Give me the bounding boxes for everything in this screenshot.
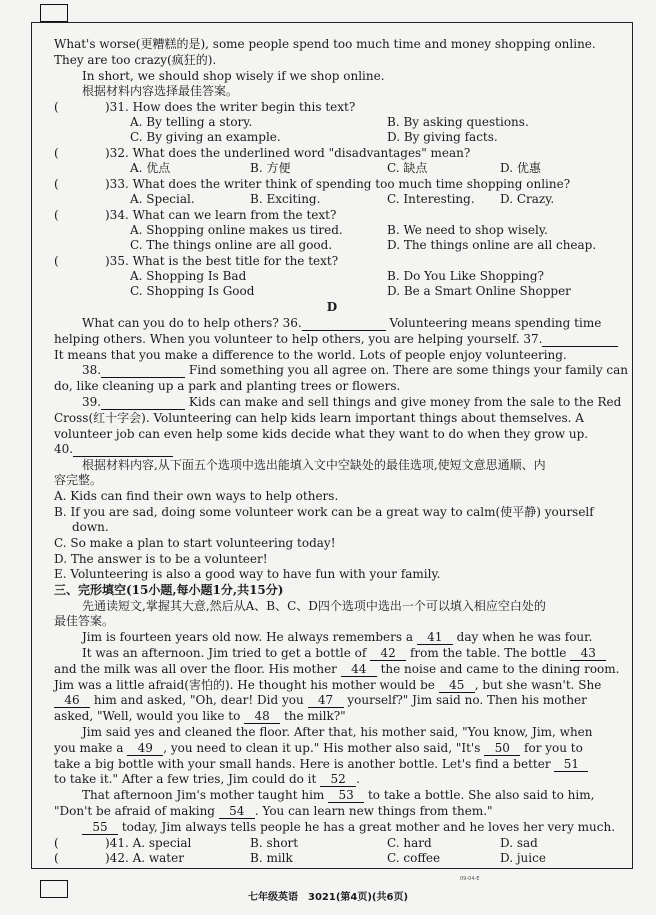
answer-blank[interactable]: 45	[439, 678, 475, 693]
passage-line: It was an afternoon. Jim tried to get a bottle of 42 from the table. The bottle 43	[82, 646, 606, 661]
passage-line: Jim said yes and cleaned the floor. After that, his mother said, "You know, Jim, when	[82, 725, 593, 739]
passage-line: Jim is fourteen years old now. He always remembers a 41 day when he was four.	[82, 630, 593, 644]
answer-blank[interactable]: 41	[417, 630, 453, 645]
answer-paren[interactable]: (	[54, 836, 59, 850]
passage-line: do, like cleaning up a park and planting trees or flowers.	[54, 379, 401, 393]
option: A. Shopping Is Bad	[130, 269, 247, 283]
option: E. Volunteering is also a good way to have fun with your family.	[54, 567, 441, 581]
option: D. Be a Smart Online Shopper	[387, 284, 571, 298]
instruction-line: 先通读短文,掌握其大意,然后从A、B、C、D四个选项中选出一个可以填入相应空白处的	[82, 599, 546, 613]
answer-blank[interactable]: 46	[54, 693, 90, 708]
passage-line: take a big bottle with your small hands. Here is another bottle. Let's find a better 51	[54, 757, 588, 772]
passage-line: "Don't be afraid of making 54 . You can learn new things from them."	[54, 804, 493, 818]
answer-paren[interactable]: (	[54, 254, 59, 268]
option: D. By giving facts.	[387, 130, 498, 144]
option: C. The things online are all good.	[130, 238, 333, 252]
section-letter: D	[326, 300, 338, 314]
answer-blank[interactable]: 48	[244, 709, 280, 724]
answer-blank[interactable]: 50	[484, 741, 520, 756]
answer-blank[interactable]	[101, 363, 185, 378]
question-stem: )34. What can we learn from the text?	[105, 208, 337, 222]
answer-blank[interactable]	[101, 395, 185, 410]
answer-blank[interactable]: 55	[82, 820, 118, 835]
option: A. Shopping online makes us tired.	[130, 223, 343, 237]
answer-paren[interactable]: (	[54, 100, 59, 114]
answer-blank[interactable]	[73, 442, 173, 457]
answer-paren[interactable]: (	[54, 177, 59, 191]
question-stem: )31. How does the writer begin this text?	[105, 100, 356, 114]
passage-line: 40.	[54, 442, 173, 457]
answer-blank[interactable]: 49	[127, 741, 163, 756]
passage-line: asked, "Well, would you like to 48 the milk?"	[54, 709, 346, 723]
answer-blank[interactable]: 47	[308, 693, 344, 708]
passage-line: helping others. When you volunteer to help others, you are helping yourself. 37.	[54, 332, 618, 347]
option: C. hard	[387, 836, 432, 850]
option: down.	[72, 520, 109, 534]
passage-line: Jim was a little afraid(害怕的). He thought his mother would be 45 , but she wasn't. She	[54, 678, 602, 692]
instruction-line: 根据材料内容选择最佳答案。	[82, 84, 239, 98]
passage-line: 46 him and asked, "Oh, dear! Did you 47 yourself?" Jim said no. Then his mother	[54, 693, 587, 708]
scan-code: 09-04-E	[460, 876, 480, 882]
option: D. 优惠	[500, 161, 541, 175]
passage-line: What's worse(更糟糕的是), some people spend too much time and money shopping online.	[54, 37, 596, 51]
answer-paren[interactable]: (	[54, 851, 59, 865]
instruction-line: 根据材料内容,从下面五个选项中选出能填入文中空缺处的最佳选项,使短文意思通顺、内	[82, 458, 546, 472]
question-stem: )35. What is the best title for the text?	[105, 254, 339, 268]
question-stem: )33. What does the writer think of spending too much time shopping online?	[105, 177, 571, 191]
option: D. Crazy.	[500, 192, 555, 206]
answer-paren[interactable]: (	[54, 208, 59, 222]
passage-line: 38. Find something you all agree on. There are some things your family can	[82, 363, 629, 377]
passage-line: Cross(红十字会). Volunteering can help kids learn important things about themselves. A	[54, 411, 584, 425]
answer-blank[interactable]: 54	[219, 804, 255, 819]
corner-box-top	[40, 4, 68, 22]
answer-blank[interactable]	[542, 332, 618, 347]
answer-blank[interactable]: 52	[320, 772, 356, 787]
option: B. By asking questions.	[387, 115, 529, 129]
question-stem: )42. A. water	[105, 851, 184, 865]
section-heading: 三、完形填空(15小题,每小题1分,共15分)	[54, 583, 284, 597]
passage-line: They are too crazy(疯狂的).	[54, 53, 217, 67]
option: D. The things online are all cheap.	[387, 238, 597, 252]
instruction-line: 容完整。	[54, 473, 103, 487]
passage-line: That afternoon Jim's mother taught him 53 to take a bottle. She also said to him,	[82, 788, 595, 802]
instruction-line: 最佳答案。	[54, 614, 115, 628]
option: A. Kids can find their own ways to help others.	[54, 489, 339, 503]
option: C. coffee	[387, 851, 441, 865]
passage-line: What can you do to help others? 36. Volunteering means spending time	[82, 316, 602, 330]
question-stem: )41. A. special	[105, 836, 192, 850]
page-footer: 七年级英语 3021(第4页)(共6页)	[247, 892, 409, 903]
option: B. Do You Like Shopping?	[387, 269, 544, 283]
passage-line: volunteer job can even help some kids decide what they want to do when they grow up.	[54, 427, 589, 441]
option: B. 方便	[250, 161, 291, 175]
question-stem: )32. What does the underlined word "disadvantages" mean?	[105, 146, 471, 160]
passage-line: to take it." After a few tries, Jim could do it 52 .	[54, 772, 360, 786]
option: C. Shopping Is Good	[130, 284, 255, 298]
option: B. short	[250, 836, 299, 850]
passage-line: It means that you make a difference to the world. Lots of people enjoy volunteering.	[54, 348, 567, 362]
exam-page	[31, 22, 633, 869]
option: B. We need to shop wisely.	[387, 223, 548, 237]
passage-line: 39. Kids can make and sell things and give money from the sale to the Red	[82, 395, 622, 409]
answer-blank[interactable]: 53	[328, 788, 364, 803]
passage-line: In short, we should shop wisely if we shop online.	[82, 69, 385, 83]
option: B. If you are sad, doing some volunteer work can be a great way to calm(使平静) yourself	[54, 505, 594, 519]
option: B. Exciting.	[250, 192, 321, 206]
option: D. The answer is to be a volunteer!	[54, 552, 268, 566]
option: C. By giving an example.	[130, 130, 281, 144]
passage-line: you make a 49 , you need to clean it up." His mother also said, "It's 50 for you to	[54, 741, 583, 755]
option: C. Interesting.	[387, 192, 475, 206]
option: D. sad	[500, 836, 538, 850]
answer-paren[interactable]: (	[54, 146, 59, 160]
option: C. 缺点	[387, 161, 428, 175]
answer-blank[interactable]: 51	[554, 757, 588, 772]
option: A. 优点	[130, 161, 171, 175]
answer-blank[interactable]: 44	[341, 662, 377, 677]
option: B. milk	[250, 851, 293, 865]
answer-blank[interactable]: 42	[370, 646, 406, 661]
option: A. Special.	[130, 192, 195, 206]
answer-blank[interactable]	[302, 316, 386, 331]
option: A. By telling a story.	[130, 115, 253, 129]
option: D. juice	[500, 851, 546, 865]
passage-line: and the milk was all over the floor. His mother 44 the noise and came to the dining room.	[54, 662, 620, 676]
option: C. So make a plan to start volunteering today!	[54, 536, 336, 550]
answer-blank[interactable]: 43	[570, 646, 606, 661]
passage-line: 55 today, Jim always tells people he has a great mother and he loves her very much.	[82, 820, 615, 835]
